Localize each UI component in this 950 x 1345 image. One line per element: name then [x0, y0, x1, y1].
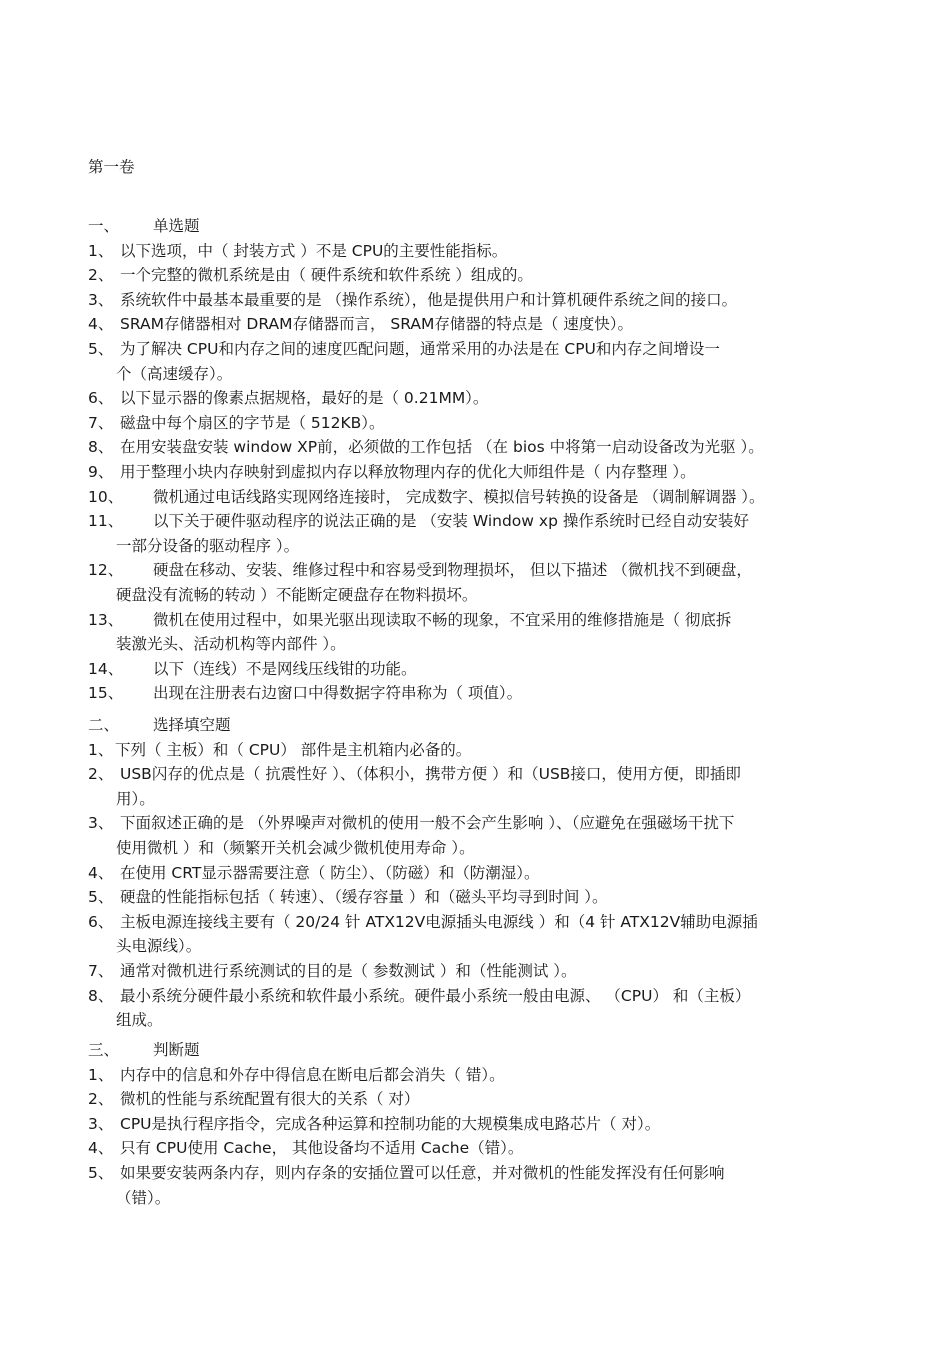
question-line	[88, 885, 878, 910]
question-number: 7、	[88, 413, 114, 432]
question-text: 最小系统分硬件最小系统和软件最小系统。硬件最小系统一般由电源、 （CPU） 和（主板）	[120, 986, 751, 1005]
question-text: 如果要安装两条内存，则内存条的安插位置可以任意，并对微机的性能发挥没有任何影响	[120, 1163, 725, 1182]
question-text: 一个完整的微机系统是由（ 硬件系统和软件系统 ）组成的。	[120, 266, 533, 285]
question-line	[88, 681, 878, 706]
question-item	[88, 811, 878, 860]
question-text: 微机的性能与系统配置有很大的关系（ 对）	[120, 1090, 420, 1109]
question-text: 在用安装盘安装 window XP前，必须做的工作包括 （在 bios 中将第一启动设备改为光驱 ）。	[120, 438, 764, 457]
section-heading	[88, 713, 878, 738]
question-item	[88, 762, 878, 811]
question-text: 下面叙述正确的是 （外界噪声对微机的使用一般不会产生影响 ）、（应避免在强磁场干扰下	[120, 814, 735, 833]
question-number: 7、	[88, 961, 114, 980]
question-item	[88, 1063, 878, 1088]
question-item	[88, 239, 878, 264]
question-number: 14、	[88, 659, 124, 678]
question-line	[88, 959, 878, 984]
question-item	[88, 1087, 878, 1112]
question-number: 13、	[88, 610, 124, 629]
question-text: 微机在使用过程中，如果光驱出现读取不畅的现象，不宜采用的维修措施是（ 彻底拆	[153, 610, 732, 629]
question-number: 6、	[88, 912, 114, 931]
question-line	[88, 435, 878, 460]
question-continuation: 个（高速缓存）。	[116, 364, 233, 383]
question-line	[88, 1112, 878, 1137]
question-line	[88, 738, 878, 763]
question-item	[88, 485, 878, 510]
question-line	[88, 460, 878, 485]
question-item	[88, 910, 878, 959]
question-item	[88, 861, 878, 886]
question-continuation: 组成。	[116, 1011, 163, 1030]
question-number: 4、	[88, 1139, 114, 1158]
question-number: 8、	[88, 986, 114, 1005]
question-item	[88, 312, 878, 337]
question-line	[88, 558, 878, 583]
question-number: 15、	[88, 684, 124, 703]
question-line	[88, 386, 878, 411]
question-line	[88, 861, 878, 886]
section-number: 三、	[88, 1041, 120, 1059]
question-line	[88, 485, 878, 510]
question-text: 通常对微机进行系统测试的目的是（ 参数测试 ）和（性能测试 ）。	[120, 961, 577, 980]
question-text: 主板电源连接线主要有（ 20/24 针 ATX12V电源插头电源线 ）和（4 针 ATX12V辅助电源插	[120, 912, 758, 931]
question-item	[88, 738, 878, 763]
question-item	[88, 558, 878, 607]
question-text: 用于整理小块内存映射到虚拟内存以释放物理内存的优化大师组件是（ 内存整理 ）。	[120, 462, 696, 481]
question-item	[88, 337, 878, 386]
question-number: 3、	[88, 1114, 114, 1133]
question-number: 1、	[88, 241, 114, 260]
question-continuation: 用）。	[116, 789, 155, 808]
question-line	[88, 288, 878, 313]
question-item	[88, 509, 878, 558]
question-text: 磁盘中每个扇区的字节是（ 512KB）。	[120, 413, 385, 432]
question-continuation: 硬盘没有流畅的转动 ）不能断定硬盘存在物料损坏。	[116, 585, 478, 604]
question-text: 系统软件中最基本最重要的是 （操作系统），他是提供用户和计算机硬件系统之间的接口。	[120, 290, 738, 309]
question-number: 2、	[88, 1090, 114, 1109]
question-number: 4、	[88, 315, 114, 334]
question-line	[88, 239, 878, 264]
section-title: 判断题	[153, 1041, 200, 1059]
question-text: 只有 CPU使用 Cache， 其他设备均不适用 Cache（错）。	[120, 1139, 524, 1158]
question-line	[88, 608, 878, 633]
question-text: 在使用 CRT显示器需要注意（ 防尘）、（防磁）和（防潮湿）。	[120, 863, 540, 882]
question-text: 内存中的信息和外存中得信息在断电后都会消失（ 错）。	[120, 1065, 505, 1084]
question-text: 以下显示器的像素点据规格，最好的是（ 0.21MM）。	[120, 389, 489, 408]
question-number: 2、	[88, 765, 114, 784]
question-item	[88, 1161, 878, 1210]
question-number: 6、	[88, 389, 114, 408]
question-item	[88, 608, 878, 657]
question-item	[88, 885, 878, 910]
question-text: 下列（ 主板）和（ CPU） 部件是主机箱内必备的。	[115, 740, 472, 759]
question-item	[88, 1112, 878, 1137]
question-line	[88, 910, 878, 935]
question-line	[88, 762, 878, 787]
question-line	[88, 312, 878, 337]
question-item	[88, 681, 878, 706]
question-number: 11、	[88, 512, 124, 531]
question-line	[88, 1161, 878, 1186]
question-line	[88, 1136, 878, 1161]
section-heading	[88, 214, 878, 239]
question-item	[88, 460, 878, 485]
question-item	[88, 1136, 878, 1161]
question-number: 4、	[88, 863, 114, 882]
question-item	[88, 288, 878, 313]
question-item	[88, 411, 878, 436]
question-item	[88, 263, 878, 288]
question-item	[88, 984, 878, 1033]
question-number: 5、	[88, 1163, 114, 1182]
question-line	[88, 1063, 878, 1088]
question-number: 3、	[88, 814, 114, 833]
section-number: 二、	[88, 716, 120, 734]
question-text: 以下选项，中（ 封装方式 ）不是 CPU的主要性能指标。	[120, 241, 508, 260]
volume-title: 第一卷	[88, 158, 135, 176]
question-item	[88, 386, 878, 411]
question-text: 硬盘的性能指标包括（ 转速）、（缓存容量 ）和（磁头平均寻到时间 ）。	[120, 888, 608, 907]
question-line	[88, 337, 878, 362]
section-heading	[88, 1038, 878, 1063]
question-text: 为了解决 CPU和内存之间的速度匹配问题，通常采用的办法是在 CPU和内存之间增设一	[120, 339, 720, 358]
section-title: 选择填空题	[153, 716, 231, 734]
question-line	[88, 984, 878, 1009]
question-text: 以下关于硬件驱动程序的说法正确的是 （安装 Window xp 操作系统时已经自动安装好	[153, 512, 749, 531]
question-continuation: 头电源线）。	[116, 937, 202, 956]
question-line	[88, 263, 878, 288]
question-number: 1、	[88, 1065, 114, 1084]
question-continuation: 装激光头、活动机构等内部件 ）。	[116, 635, 346, 654]
question-number: 12、	[88, 561, 124, 580]
question-line	[88, 509, 878, 534]
question-text: SRAM存储器相对 DRAM存储器而言， SRAM存储器的特点是（ 速度快）。	[120, 315, 634, 334]
question-item	[88, 959, 878, 984]
question-continuation: （错）。	[116, 1188, 171, 1207]
question-continuation: 使用微机 ）和（频繁开关机会减少微机使用寿命 ）。	[116, 838, 475, 857]
question-number: 10、	[88, 487, 124, 506]
question-number: 9、	[88, 462, 114, 481]
question-line	[88, 411, 878, 436]
question-line	[88, 811, 878, 836]
question-text: 以下（连线）不是网线压线钳的功能。	[153, 659, 417, 678]
section-fill-in	[88, 713, 878, 1033]
question-number: 8、	[88, 438, 114, 457]
question-number: 5、	[88, 339, 114, 358]
question-number: 3、	[88, 290, 114, 309]
question-continuation: 一部分设备的驱动程序 ）。	[116, 536, 300, 555]
question-text: 微机通过电话线路实现网络连接时， 完成数字、模拟信号转换的设备是 （调制解调器 ）。	[153, 487, 765, 506]
question-text: 出现在注册表右边窗口中得数据字符串称为（ 项值）。	[153, 684, 523, 703]
section-title: 单选题	[153, 217, 200, 235]
question-number: 2、	[88, 266, 114, 285]
question-text: CPU是执行程序指令，完成各种运算和控制功能的大规模集成电路芯片（ 对）。	[120, 1114, 661, 1133]
question-number: 5、	[88, 888, 114, 907]
question-line	[88, 1087, 878, 1112]
question-text: USB闪存的优点是（ 抗震性好 ）、（体积小，携带方便 ）和（USB接口，使用方便，即插即	[120, 765, 741, 784]
section-true-false	[88, 1038, 878, 1210]
question-line	[88, 657, 878, 682]
section-number: 一、	[88, 217, 120, 235]
question-item	[88, 435, 878, 460]
question-text: 硬盘在移动、安装、维修过程中和容易受到物理损坏， 但以下描述 （微机找不到硬盘，	[153, 561, 752, 580]
section-single-choice	[88, 214, 878, 706]
question-item	[88, 657, 878, 682]
question-number: 1、	[88, 740, 114, 759]
